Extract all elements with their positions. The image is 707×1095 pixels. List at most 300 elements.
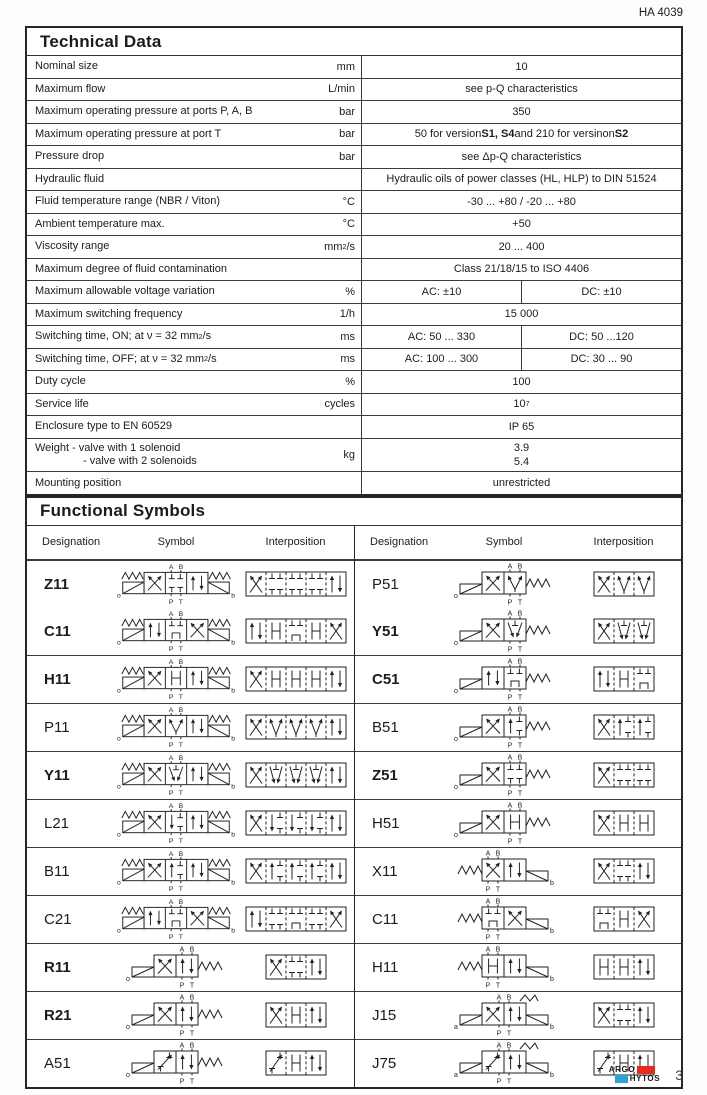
valve-symbol-icon: [443, 656, 565, 703]
interposition-symbol-icon: [237, 656, 354, 703]
svg-text:B: B: [517, 563, 523, 571]
svg-text:B: B: [506, 1042, 512, 1050]
technical-data-header: [25, 26, 683, 56]
symbols-table-row: [27, 991, 681, 1039]
svg-text:b: b: [231, 687, 236, 695]
svg-text:a: a: [454, 1024, 458, 1032]
svg-text:o: o: [116, 783, 121, 791]
interposition-symbol-icon: [237, 992, 354, 1039]
unit-label: [299, 259, 362, 281]
unit-label: °C: [299, 214, 362, 236]
svg-text:b: b: [550, 928, 554, 936]
svg-text:A: A: [496, 1042, 502, 1050]
parameter-label: Pressure drop: [35, 150, 105, 163]
svg-text:P: P: [507, 599, 513, 607]
interposition-symbol-icon: [237, 896, 354, 943]
svg-text:T: T: [517, 599, 523, 607]
logo-blue-block: [615, 1075, 628, 1083]
symbols-table-row: [27, 560, 681, 608]
svg-text:T: T: [189, 1078, 195, 1086]
parameter-label: Mounting position: [35, 476, 122, 489]
symbol-entry: [27, 895, 354, 943]
interposition-symbol-icon: [237, 561, 354, 608]
logo-text-hytos: HYTOS: [629, 1074, 661, 1083]
valve-symbol-icon: [443, 704, 565, 751]
col-header-designation: Designation: [42, 536, 101, 549]
parameter-label: Maximum operating pressure at port T: [35, 127, 222, 140]
symbol-entry: [27, 703, 354, 751]
designation-label: X11: [372, 862, 398, 880]
svg-text:b: b: [550, 1072, 554, 1080]
valve-symbol-icon: [115, 561, 237, 608]
symbol-entry: [27, 847, 354, 895]
argo-hytos-logo: [609, 1066, 660, 1083]
technical-data-row: [27, 415, 681, 438]
symbols-table-row: [27, 799, 681, 847]
svg-text:P: P: [507, 646, 513, 654]
svg-text:T: T: [495, 982, 501, 990]
technical-data-row: [27, 100, 681, 123]
svg-text:o: o: [116, 735, 121, 743]
svg-text:A: A: [485, 946, 491, 954]
symbol-entry: [354, 943, 681, 991]
parameter-value: Hydraulic oils of power classes (HL, HLP) to DIN 51524: [386, 173, 657, 186]
parameter-value: -30 ... +80 / -20 ... +80: [467, 195, 576, 208]
valve-symbol-icon: [443, 800, 565, 847]
technical-data-row: [27, 145, 681, 168]
technical-data-row: [27, 393, 681, 416]
svg-text:o: o: [116, 879, 121, 887]
svg-text:A: A: [168, 851, 174, 859]
svg-text:P: P: [168, 693, 174, 701]
svg-text:T: T: [506, 1030, 512, 1038]
technical-data-row: [27, 213, 681, 236]
symbol-entry: [354, 847, 681, 895]
col-header-interposition: Interposition: [593, 536, 654, 549]
symbol-entry: [27, 560, 354, 608]
svg-text:T: T: [178, 837, 183, 845]
interposition-symbol-icon: [237, 1040, 354, 1087]
valve-symbol-icon: [115, 1040, 237, 1087]
interposition-symbol-icon: [237, 608, 354, 655]
functional-symbols-table: [25, 526, 683, 1089]
parameter-value: 50 for version S1, S4 and 210 for versinon S2: [414, 128, 629, 141]
unit-label: cycles: [299, 394, 362, 416]
symbol-entry: [354, 991, 681, 1039]
technical-data-row: [27, 78, 681, 101]
interposition-symbol-icon: [237, 800, 354, 847]
symbol-entry: [27, 799, 354, 847]
designation-label: Y11: [44, 766, 70, 784]
symbol-entry: [27, 991, 354, 1039]
designation-label: R21: [44, 1006, 72, 1024]
svg-text:T: T: [178, 645, 183, 653]
unit-label: %: [299, 371, 362, 393]
parameter-label: Duty cycle: [35, 375, 86, 388]
svg-text:P: P: [507, 838, 513, 846]
parameter-value: AC: ±10 DC: ±10: [362, 281, 681, 303]
designation-label: H51: [372, 814, 400, 832]
unit-label: ms: [299, 349, 362, 371]
logo-text-argo: ARGO: [608, 1065, 636, 1074]
parameter-value: Class 21/18/15 to ISO 4406: [453, 263, 590, 276]
valve-symbol-icon: [443, 1040, 565, 1087]
parameter-label: Ambient temperature max.: [35, 217, 165, 230]
svg-text:B: B: [178, 564, 184, 572]
datasheet-page: [25, 26, 683, 1089]
technical-data-row: [27, 123, 681, 146]
valve-symbol-icon: [443, 752, 565, 799]
svg-text:P: P: [179, 1078, 185, 1086]
svg-text:o: o: [116, 927, 121, 935]
designation-label: J75: [372, 1054, 397, 1072]
unit-label: °C: [299, 191, 362, 213]
svg-text:B: B: [517, 706, 523, 714]
svg-text:o: o: [126, 1024, 130, 1032]
interposition-symbol-icon: [565, 944, 682, 991]
technical-data-row: [27, 280, 681, 303]
symbol-entry: [27, 1039, 354, 1087]
svg-text:P: P: [179, 1030, 185, 1038]
designation-label: J15: [372, 1006, 397, 1024]
valve-symbol-icon: [115, 608, 237, 655]
svg-text:b: b: [231, 879, 236, 887]
symbol-entry: [27, 608, 354, 655]
svg-text:B: B: [178, 611, 184, 619]
svg-text:b: b: [231, 927, 236, 935]
symbol-entry: [354, 751, 681, 799]
valve-symbol-icon: [443, 608, 565, 655]
svg-text:B: B: [495, 898, 501, 906]
valve-symbol-icon: [115, 752, 237, 799]
designation-label: B11: [44, 862, 70, 880]
parameter-label: Fluid temperature range (NBR / Viton): [35, 195, 221, 208]
svg-text:o: o: [116, 639, 121, 647]
parameter-label: Maximum operating pressure at ports P, A, B: [35, 105, 253, 118]
svg-text:T: T: [495, 886, 501, 894]
symbols-table-row: [27, 655, 681, 703]
logo-red-block: [637, 1066, 655, 1074]
svg-text:o: o: [116, 831, 121, 839]
symbols-table-row: [27, 895, 681, 943]
svg-text:T: T: [517, 790, 523, 798]
symbol-entry: [27, 751, 354, 799]
svg-text:o: o: [454, 784, 458, 792]
parameter-label: Switching time, OFF; at ν = 32 mm 2 /s: [35, 352, 217, 365]
svg-text:A: A: [168, 564, 174, 572]
parameter-value: 10 7: [513, 398, 530, 411]
interposition-symbol-icon: [565, 848, 682, 895]
symbols-table-row: [27, 608, 681, 655]
designation-label: P11: [44, 718, 70, 736]
svg-text:A: A: [507, 610, 513, 618]
technical-data-row: [27, 56, 681, 78]
svg-text:B: B: [495, 850, 501, 858]
functional-symbols-title: Functional Symbols: [40, 501, 206, 521]
parameter-label: Maximum allowable voltage variation: [35, 285, 215, 298]
valve-symbol-icon: [443, 561, 565, 608]
parameter-label: Viscosity range: [35, 240, 110, 253]
svg-text:A: A: [168, 803, 174, 811]
svg-text:T: T: [189, 982, 195, 990]
svg-text:B: B: [517, 658, 523, 666]
svg-text:A: A: [179, 1042, 185, 1050]
svg-text:b: b: [550, 880, 554, 888]
svg-text:b: b: [550, 976, 554, 984]
svg-text:A: A: [168, 755, 174, 763]
svg-text:A: A: [168, 707, 174, 715]
parameter-label: Switching time, ON; at ν = 32 mm 2 /s: [35, 330, 212, 343]
svg-text:P: P: [485, 934, 491, 942]
svg-text:P: P: [168, 741, 174, 749]
svg-text:P: P: [496, 1078, 502, 1086]
unit-label: [299, 169, 362, 191]
symbol-entry: [27, 655, 354, 703]
svg-text:P: P: [168, 933, 174, 941]
svg-text:T: T: [178, 741, 183, 749]
unit-label: ms: [299, 326, 362, 348]
valve-symbol-icon: [443, 896, 565, 943]
parameter-label: Hydraulic fluid: [35, 172, 105, 185]
svg-text:B: B: [517, 610, 523, 618]
svg-text:o: o: [454, 593, 458, 601]
page-footer: [609, 1066, 683, 1083]
svg-text:T: T: [517, 838, 523, 846]
interposition-symbol-icon: [565, 800, 682, 847]
designation-label: Y51: [372, 622, 399, 640]
interposition-symbol-icon: [565, 992, 682, 1039]
designation-label: Z51: [372, 766, 398, 784]
parameter-value: IP 65: [508, 420, 535, 433]
valve-symbol-icon: [443, 848, 565, 895]
technical-data-row: [27, 258, 681, 281]
col-header-interposition: Interposition: [265, 536, 326, 549]
symbol-entry: [354, 799, 681, 847]
unit-label: bar: [299, 101, 362, 123]
valve-symbol-icon: [115, 896, 237, 943]
svg-text:P: P: [485, 982, 491, 990]
symbols-table-row: [27, 751, 681, 799]
svg-text:T: T: [506, 1078, 512, 1086]
svg-text:B: B: [506, 994, 512, 1002]
svg-text:A: A: [507, 754, 513, 762]
svg-text:b: b: [231, 783, 236, 791]
col-header-designation: Designation: [370, 536, 429, 549]
svg-text:o: o: [126, 1072, 130, 1080]
svg-text:P: P: [507, 694, 513, 702]
unit-label: [299, 472, 362, 494]
interposition-symbol-icon: [565, 656, 682, 703]
valve-symbol-icon: [115, 944, 237, 991]
svg-text:o: o: [454, 832, 458, 840]
svg-text:T: T: [178, 693, 183, 701]
unit-label: mm: [299, 56, 362, 78]
parameter-label: Weight - valve with 1 solenoid - valve with 2 solenoids: [35, 442, 197, 467]
valve-symbol-icon: [443, 992, 565, 1039]
valve-symbol-icon: [115, 704, 237, 751]
svg-text:o: o: [126, 976, 130, 984]
svg-text:B: B: [189, 1042, 195, 1050]
col-header-symbol: Symbol: [485, 536, 523, 549]
parameter-value: 15 000: [504, 308, 539, 321]
technical-data-row: [27, 190, 681, 213]
svg-text:T: T: [495, 934, 501, 942]
unit-label: bar: [299, 124, 362, 146]
interposition-symbol-icon: [237, 848, 354, 895]
svg-text:b: b: [231, 639, 236, 647]
svg-text:B: B: [517, 802, 523, 810]
unit-label: 1/h: [299, 304, 362, 326]
unit-label: L/min: [299, 79, 362, 101]
valve-symbol-icon: [115, 992, 237, 1039]
svg-text:T: T: [178, 885, 183, 893]
svg-text:T: T: [517, 742, 523, 750]
valve-symbol-icon: [115, 800, 237, 847]
svg-text:A: A: [507, 706, 513, 714]
symbol-entry: [354, 895, 681, 943]
symbols-rows: [27, 560, 681, 1087]
svg-text:T: T: [517, 646, 523, 654]
valve-symbol-icon: [443, 944, 565, 991]
interposition-symbol-icon: [565, 561, 682, 608]
svg-text:A: A: [168, 611, 174, 619]
svg-text:P: P: [485, 886, 491, 894]
technical-data-row: [27, 303, 681, 326]
parameter-value: +50: [512, 218, 531, 231]
svg-text:P: P: [168, 789, 174, 797]
svg-text:T: T: [517, 694, 523, 702]
svg-text:T: T: [178, 789, 183, 797]
designation-label: C11: [44, 622, 71, 640]
designation-label: A51: [44, 1054, 71, 1072]
unit-label: bar: [299, 146, 362, 168]
document-code: HA 4039: [638, 7, 683, 19]
symbols-table-row: [27, 943, 681, 991]
interposition-symbol-icon: [565, 896, 682, 943]
interposition-symbol-icon: [237, 704, 354, 751]
technical-data-row: [27, 235, 681, 258]
svg-text:B: B: [495, 946, 501, 954]
interposition-symbol-icon: [565, 608, 682, 655]
parameter-value: see Δp-Q characteristics: [461, 150, 582, 163]
svg-text:A: A: [507, 802, 513, 810]
svg-text:b: b: [231, 735, 236, 743]
parameter-label: Maximum flow: [35, 82, 106, 95]
svg-text:o: o: [116, 592, 121, 600]
svg-text:P: P: [507, 790, 513, 798]
symbol-entry: [354, 655, 681, 703]
svg-text:o: o: [454, 736, 458, 744]
svg-text:A: A: [179, 994, 185, 1002]
designation-label: B51: [372, 718, 399, 736]
svg-text:a: a: [454, 1072, 458, 1080]
svg-text:A: A: [485, 850, 491, 858]
svg-text:T: T: [178, 933, 183, 941]
interposition-symbol-icon: [565, 752, 682, 799]
parameter-value: 10: [515, 60, 528, 73]
svg-text:T: T: [189, 1030, 195, 1038]
technical-data-title: Technical Data: [40, 31, 162, 51]
technical-data-table: [25, 56, 683, 496]
svg-text:B: B: [178, 755, 184, 763]
svg-text:A: A: [485, 898, 491, 906]
svg-text:o: o: [454, 640, 458, 648]
parameter-value: 100: [512, 375, 531, 388]
technical-data-row: [27, 370, 681, 393]
technical-data-row: [27, 438, 681, 472]
svg-text:o: o: [454, 688, 458, 696]
symbol-entry: [354, 608, 681, 655]
svg-text:B: B: [178, 899, 184, 907]
svg-text:B: B: [178, 707, 184, 715]
svg-text:P: P: [168, 645, 174, 653]
svg-text:b: b: [231, 831, 236, 839]
designation-label: H11: [372, 958, 399, 976]
parameter-value: AC: 100 ... 300 DC: 30 ... 90: [362, 349, 681, 371]
designation-label: C21: [44, 910, 72, 928]
parameter-value: see p-Q characteristics: [465, 83, 578, 96]
svg-text:A: A: [168, 659, 174, 667]
symbol-entry: [354, 703, 681, 751]
designation-label: C51: [372, 670, 400, 688]
unit-label: [299, 416, 362, 438]
svg-text:B: B: [178, 659, 184, 667]
parameter-value: 3.9 5.4: [513, 441, 530, 468]
svg-text:A: A: [179, 946, 185, 954]
interposition-symbol-icon: [565, 704, 682, 751]
symbols-table-row: [27, 1039, 681, 1087]
svg-text:P: P: [496, 1030, 502, 1038]
svg-text:P: P: [179, 982, 185, 990]
technical-data-row: [27, 325, 681, 348]
svg-text:B: B: [178, 851, 184, 859]
page-number: 3: [675, 1067, 683, 1083]
parameter-label: Maximum switching frequency: [35, 307, 183, 320]
parameter-value: AC: 50 ... 330 DC: 50 ...120: [362, 326, 681, 348]
functional-symbols-header: [25, 496, 683, 526]
svg-text:A: A: [496, 994, 502, 1002]
interposition-symbol-icon: [237, 752, 354, 799]
designation-label: C11: [372, 910, 399, 928]
valve-symbol-icon: [115, 848, 237, 895]
svg-text:B: B: [189, 994, 195, 1002]
svg-text:A: A: [507, 563, 513, 571]
valve-symbol-icon: [115, 656, 237, 703]
svg-text:P: P: [168, 885, 174, 893]
svg-text:B: B: [178, 803, 184, 811]
symbol-entry: [354, 560, 681, 608]
svg-text:A: A: [507, 658, 513, 666]
svg-text:P: P: [168, 837, 174, 845]
parameter-label: Enclosure type to EN 60529: [35, 420, 172, 433]
technical-data-row: [27, 168, 681, 191]
unit-label: %: [299, 281, 362, 303]
svg-text:A: A: [168, 899, 174, 907]
symbol-entry: [27, 943, 354, 991]
interposition-symbol-icon: [237, 944, 354, 991]
technical-data-row: [27, 471, 681, 494]
svg-text:o: o: [116, 687, 121, 695]
designation-label: H11: [44, 670, 71, 688]
designation-label: L21: [44, 814, 70, 832]
parameter-value: 20 ... 400: [498, 240, 545, 253]
svg-text:P: P: [507, 742, 513, 750]
designation-label: Z11: [44, 575, 70, 593]
parameter-value: 350: [512, 105, 531, 118]
symbols-column-headers: [27, 526, 681, 560]
svg-text:b: b: [231, 592, 236, 600]
svg-text:B: B: [189, 946, 195, 954]
